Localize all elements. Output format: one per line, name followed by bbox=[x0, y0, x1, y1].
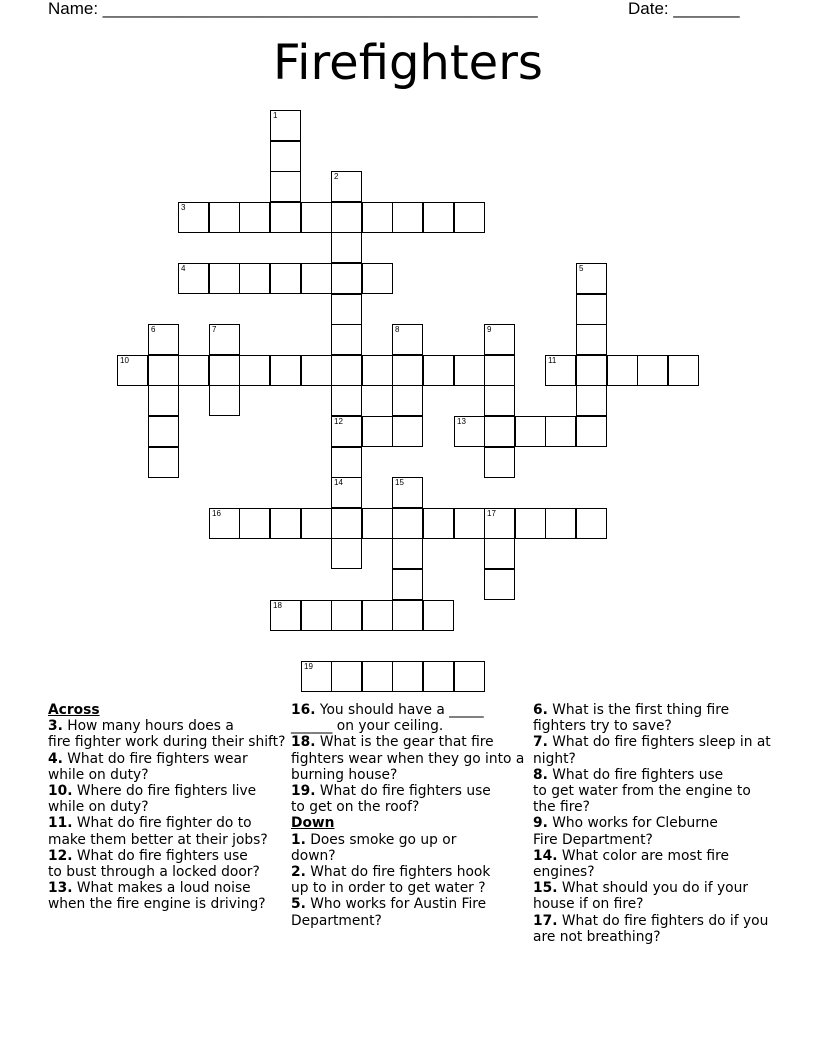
cell-number: 18 bbox=[273, 601, 282, 610]
clue-number: 5. bbox=[291, 896, 306, 913]
cell-number: 12 bbox=[334, 417, 343, 426]
crossword-cell[interactable] bbox=[392, 600, 423, 631]
clue-item bbox=[533, 702, 773, 734]
cell-number: 14 bbox=[334, 478, 343, 487]
clue-text: What color are most fire engines? bbox=[533, 847, 729, 881]
clue-text: Where do fire fighters live while on duty? bbox=[48, 783, 257, 816]
clue-item bbox=[291, 734, 529, 783]
clue-number: 6. bbox=[533, 702, 548, 718]
cell-number: 1 bbox=[273, 111, 278, 120]
cell-number: 16 bbox=[212, 509, 221, 518]
crossword-cell[interactable] bbox=[301, 508, 332, 539]
crossword-cell[interactable] bbox=[239, 202, 270, 233]
clue-item bbox=[48, 880, 286, 912]
clue-item bbox=[291, 783, 529, 815]
crossword-cell[interactable] bbox=[362, 508, 393, 539]
crossword-cell[interactable] bbox=[331, 294, 362, 325]
crossword-cell[interactable] bbox=[484, 569, 515, 600]
page-title: Firefighters bbox=[273, 35, 543, 91]
crossword-cell[interactable] bbox=[454, 355, 485, 386]
crossword-cell[interactable] bbox=[576, 355, 607, 386]
clue-text: What do fire fighters use to bust through a locked door? bbox=[48, 847, 260, 881]
crossword-cell[interactable] bbox=[301, 355, 332, 386]
crossword-cell[interactable] bbox=[576, 385, 607, 416]
cell-number: 5 bbox=[579, 264, 584, 273]
cell-number: 3 bbox=[181, 203, 186, 212]
crossword-cell[interactable] bbox=[607, 355, 638, 386]
crossword-cell[interactable] bbox=[576, 508, 607, 539]
clues-column-3 bbox=[533, 702, 773, 945]
crossword-cell[interactable] bbox=[331, 538, 362, 569]
crossword-cell[interactable] bbox=[331, 263, 362, 294]
crossword-cell[interactable] bbox=[515, 508, 546, 539]
clue-number: 19. bbox=[291, 783, 316, 800]
crossword-cell[interactable] bbox=[362, 263, 393, 294]
crossword-cell[interactable] bbox=[515, 416, 546, 447]
crossword-cell[interactable] bbox=[576, 324, 607, 355]
crossword-cell[interactable] bbox=[331, 508, 362, 539]
crossword-cell[interactable] bbox=[576, 263, 607, 294]
crossword-cell[interactable] bbox=[239, 508, 270, 539]
crossword-cell[interactable] bbox=[270, 263, 301, 294]
crossword-cell[interactable] bbox=[331, 385, 362, 416]
cell-number: 10 bbox=[120, 356, 129, 365]
cell-number: 8 bbox=[395, 325, 400, 334]
cell-number: 13 bbox=[457, 417, 466, 426]
clue-text: What do fire fighters use to get water from the engine to the fire? bbox=[533, 766, 751, 816]
clue-item bbox=[291, 832, 529, 864]
crossword-cell[interactable] bbox=[331, 324, 362, 355]
crossword-cell[interactable] bbox=[668, 355, 699, 386]
crossword-cell[interactable] bbox=[178, 263, 209, 294]
crossword-cell[interactable] bbox=[454, 416, 485, 447]
crossword-cell[interactable] bbox=[148, 447, 179, 478]
crossword-cell[interactable] bbox=[148, 355, 179, 386]
clue-item bbox=[533, 815, 773, 847]
crossword-cell[interactable] bbox=[301, 661, 332, 692]
crossword-cell[interactable] bbox=[331, 202, 362, 233]
crossword-cell[interactable] bbox=[331, 600, 362, 631]
crossword-cell[interactable] bbox=[301, 600, 332, 631]
crossword-cell[interactable] bbox=[423, 600, 454, 631]
crossword-cell[interactable] bbox=[454, 508, 485, 539]
crossword-cell[interactable] bbox=[454, 202, 485, 233]
clue-text: Who works for Austin Fire Department? bbox=[291, 896, 487, 929]
crossword-cell[interactable] bbox=[392, 202, 423, 233]
crossword-cell[interactable] bbox=[484, 355, 515, 386]
crossword-cell[interactable] bbox=[148, 324, 179, 355]
crossword-cell[interactable] bbox=[148, 416, 179, 447]
clue-item bbox=[291, 896, 529, 928]
cell-number: 15 bbox=[395, 478, 404, 487]
clue-item bbox=[291, 864, 529, 896]
clue-item bbox=[533, 913, 773, 945]
name-field-label: Name: ______________________________________________ bbox=[48, 0, 538, 18]
clue-text: What should you do if your house if on fire? bbox=[533, 880, 748, 913]
crossword-cell[interactable] bbox=[484, 508, 515, 539]
crossword-cell[interactable] bbox=[362, 416, 393, 447]
clue-item bbox=[48, 718, 286, 750]
cell-number: 7 bbox=[212, 325, 217, 334]
clue-text: What do fire fighters wear while on duty? bbox=[48, 750, 248, 783]
clue-number: 18. bbox=[291, 734, 316, 751]
crossword-cell[interactable] bbox=[423, 508, 454, 539]
crossword-cell[interactable] bbox=[331, 447, 362, 478]
clue-number: 16. bbox=[291, 702, 316, 718]
crossword-cell[interactable] bbox=[545, 416, 576, 447]
crossword-cell[interactable] bbox=[392, 661, 423, 692]
crossword-cell[interactable] bbox=[239, 355, 270, 386]
crossword-cell[interactable] bbox=[270, 141, 301, 172]
clue-number: 13. bbox=[48, 880, 73, 897]
crossword-cell[interactable] bbox=[392, 324, 423, 355]
clue-number: 11. bbox=[48, 815, 73, 832]
clue-text: You should have a _____ ______ on your ceiling. bbox=[291, 702, 484, 735]
clue-text: Does smoke go up or down? bbox=[291, 831, 457, 864]
clue-item bbox=[533, 767, 773, 816]
crossword-cell[interactable] bbox=[484, 447, 515, 478]
cell-number: 11 bbox=[548, 356, 557, 365]
clue-number: 9. bbox=[533, 815, 548, 832]
crossword-cell[interactable] bbox=[270, 110, 301, 141]
crossword-cell[interactable] bbox=[362, 202, 393, 233]
crossword-cell[interactable] bbox=[392, 355, 423, 386]
clue-text: What makes a loud noise when the fire engine is driving? bbox=[48, 880, 266, 913]
clue-number: 17. bbox=[533, 912, 558, 929]
clue-text: How many hours does a fire fighter work during their shift? bbox=[48, 718, 286, 751]
crossword-cell[interactable] bbox=[392, 416, 423, 447]
crossword-cell[interactable] bbox=[484, 324, 515, 355]
clue-text: What do fire fighter do to make them better at their jobs? bbox=[48, 815, 268, 848]
crossword-cell[interactable] bbox=[209, 508, 240, 539]
cell-number: 4 bbox=[181, 264, 186, 273]
crossword-cell[interactable] bbox=[392, 508, 423, 539]
crossword-cell[interactable] bbox=[545, 355, 576, 386]
clue-number: 8. bbox=[533, 766, 548, 783]
crossword-cell[interactable] bbox=[331, 661, 362, 692]
crossword-cell[interactable] bbox=[209, 355, 240, 386]
clue-number: 10. bbox=[48, 783, 73, 800]
clue-number: 12. bbox=[48, 847, 73, 864]
crossword-cell[interactable] bbox=[331, 477, 362, 508]
crossword-cell[interactable] bbox=[331, 171, 362, 202]
clue-item bbox=[48, 751, 286, 783]
crossword-cell[interactable] bbox=[270, 355, 301, 386]
crossword-cell[interactable] bbox=[331, 416, 362, 447]
crossword-cell[interactable] bbox=[209, 324, 240, 355]
clue-number: 2. bbox=[291, 864, 306, 881]
date-field-label: Date: _______ bbox=[628, 0, 740, 18]
clue-text: What is the first thing fire fighters try to save? bbox=[533, 702, 730, 735]
clues-column-1 bbox=[48, 702, 286, 913]
crossword-cell[interactable] bbox=[270, 508, 301, 539]
clue-item bbox=[291, 702, 529, 734]
clue-number: 4. bbox=[48, 750, 63, 767]
crossword-cell[interactable] bbox=[484, 416, 515, 447]
clue-number: 1. bbox=[291, 831, 306, 848]
crossword-cell[interactable] bbox=[270, 600, 301, 631]
crossword-cell[interactable] bbox=[392, 569, 423, 600]
clue-item bbox=[533, 734, 773, 766]
crossword-cell[interactable] bbox=[392, 538, 423, 569]
crossword-cell[interactable] bbox=[209, 202, 240, 233]
crossword-cell[interactable] bbox=[270, 202, 301, 233]
crossword-cell[interactable] bbox=[423, 355, 454, 386]
crossword-cell[interactable] bbox=[301, 263, 332, 294]
clue-text: What do fire fighters use to get on the roof? bbox=[291, 783, 491, 816]
crossword-cell[interactable] bbox=[423, 202, 454, 233]
clue-text: What do fire fighters do if you are not breathing? bbox=[533, 912, 769, 945]
cell-number: 9 bbox=[487, 325, 492, 334]
crossword-cell[interactable] bbox=[331, 355, 362, 386]
cell-number: 6 bbox=[151, 325, 156, 334]
crossword-cell[interactable] bbox=[209, 263, 240, 294]
clue-text: What is the gear that fire fighters wear when they go into a burning house? bbox=[291, 734, 525, 783]
crossword-cell[interactable] bbox=[331, 232, 362, 263]
crossword-cell[interactable] bbox=[239, 263, 270, 294]
crossword-cell[interactable] bbox=[270, 171, 301, 202]
crossword-cell[interactable] bbox=[178, 355, 209, 386]
crossword-cell[interactable] bbox=[423, 661, 454, 692]
crossword-cell[interactable] bbox=[209, 385, 240, 416]
crossword-cell[interactable] bbox=[362, 600, 393, 631]
crossword-cell[interactable] bbox=[392, 477, 423, 508]
clue-number: 14. bbox=[533, 847, 558, 864]
crossword-cell[interactable] bbox=[301, 202, 332, 233]
crossword-cell[interactable] bbox=[148, 385, 179, 416]
crossword-cell[interactable] bbox=[637, 355, 668, 386]
crossword-cell[interactable] bbox=[484, 538, 515, 569]
clue-number: 15. bbox=[533, 880, 558, 897]
clue-number: 3. bbox=[48, 718, 63, 735]
crossword-cell[interactable] bbox=[545, 508, 576, 539]
cell-number: 2 bbox=[334, 172, 339, 181]
crossword-cell[interactable] bbox=[576, 294, 607, 325]
cell-number: 17 bbox=[487, 509, 496, 518]
clues-column-2 bbox=[291, 702, 529, 929]
crossword-cell[interactable] bbox=[484, 385, 515, 416]
clue-number: 7. bbox=[533, 734, 548, 751]
clue-item bbox=[533, 848, 773, 880]
clue-item bbox=[533, 880, 773, 912]
crossword-cell[interactable] bbox=[362, 661, 393, 692]
clue-section-heading: Across bbox=[48, 702, 100, 718]
clue-item bbox=[48, 783, 286, 815]
crossword-cell[interactable] bbox=[362, 355, 393, 386]
cell-number: 19 bbox=[304, 662, 313, 671]
clue-section-heading: Down bbox=[291, 815, 335, 832]
clue-text: What do fire fighters hook up to in order to get water ? bbox=[291, 864, 491, 897]
crossword-cell[interactable] bbox=[576, 416, 607, 447]
crossword-cell[interactable] bbox=[117, 355, 148, 386]
crossword-cell[interactable] bbox=[392, 385, 423, 416]
clue-item bbox=[48, 815, 286, 847]
clue-item bbox=[48, 848, 286, 880]
clue-text: Who works for Cleburne Fire Department? bbox=[533, 815, 718, 848]
crossword-cell[interactable] bbox=[454, 661, 485, 692]
crossword-cell[interactable] bbox=[178, 202, 209, 233]
clue-text: What do fire fighters sleep in at night? bbox=[533, 734, 771, 767]
